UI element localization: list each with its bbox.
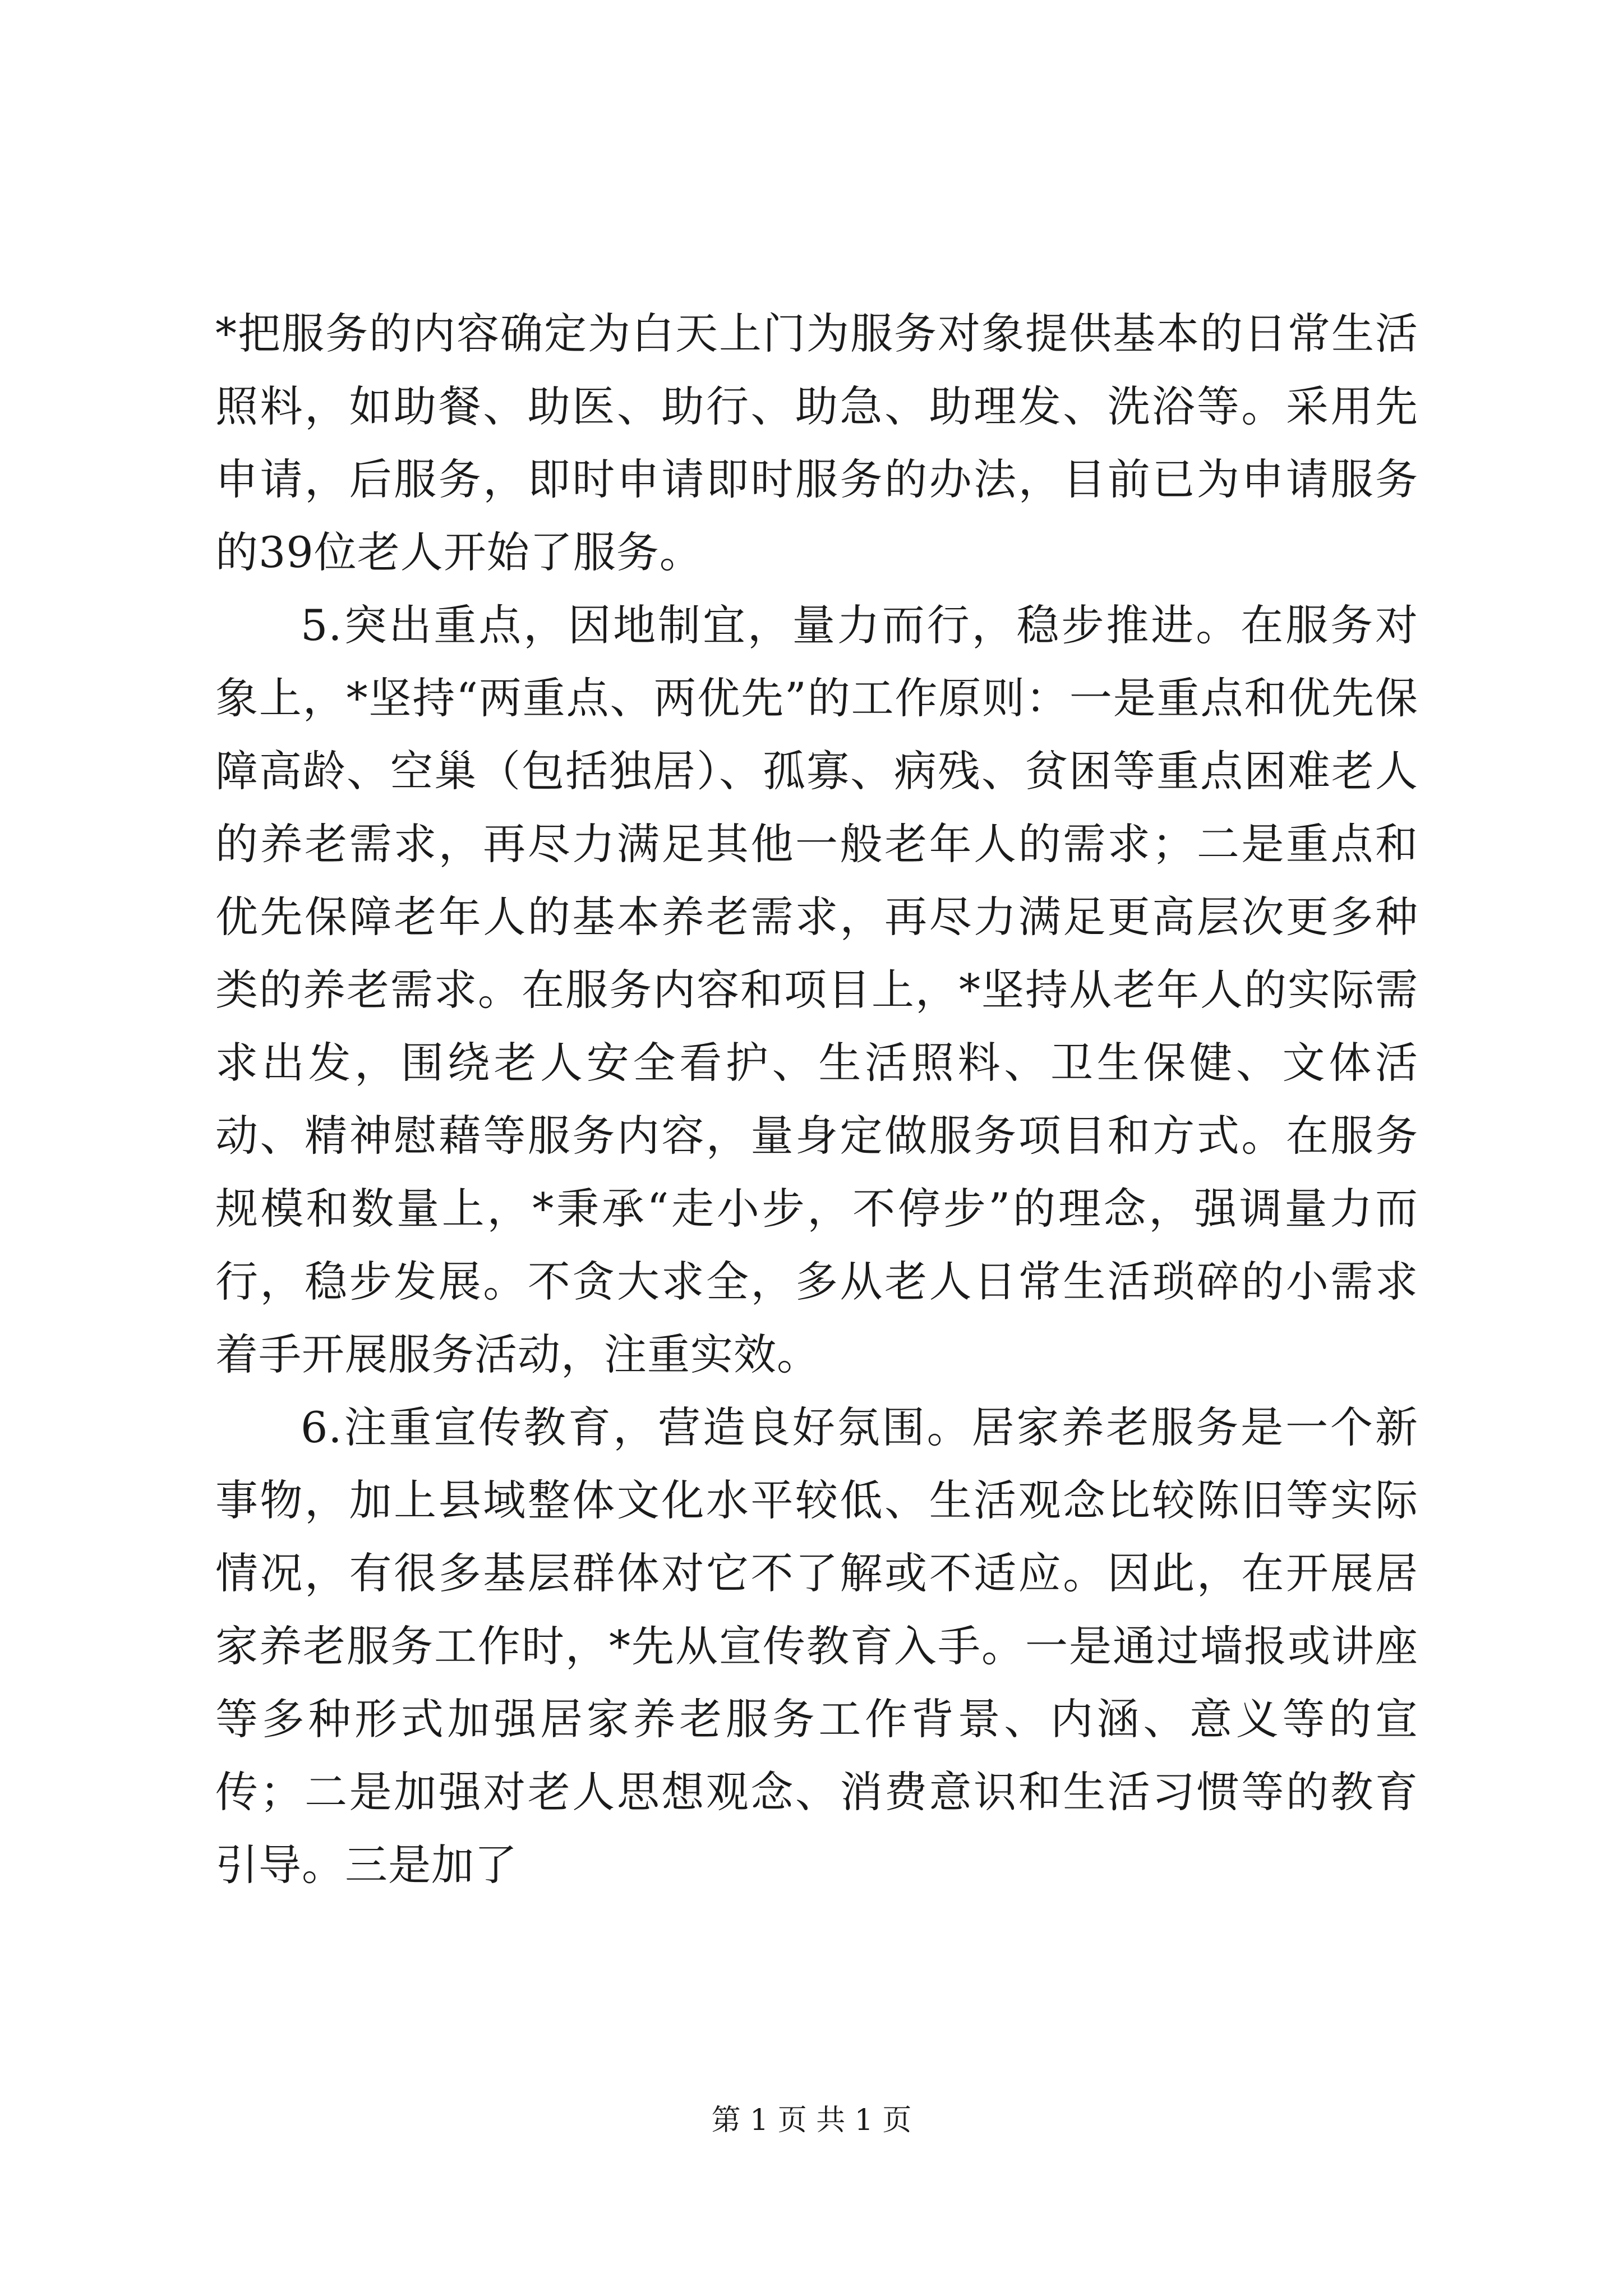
- page-footer: 第 1 页 共 1 页: [711, 2104, 912, 2137]
- paragraph-section-5: 5.突出重点，因地制宜，量力而行，稳步推进。在服务对象上，*坚持“两重点、两优先”的工作原则：一是重点和优先保障高龄、空巢（包括独居）、孤寡、病残、贫困等重点困难老人的养老需求，再尽力满足其他一般老年人的需求；二是重点和优先保障老年人的基本养老需求，再尽力满足更高层次更多种类的养老需求。在服务内容和项目上，*坚持从老年人的实际需求出发，围绕老人安全看护、生活照料、卫生保健、文体活动、精神慰藉等服务内容，量身定做服务项目和方式。在服务规模和数量上，*秉承“走小步，不停步”的理念，强调量力而行，稳步发展。不贪大求全，多从老人日常生活琐碎的小需求着手开展服务活动，注重实效。: [215, 600, 1418, 1379]
- document-body: [215, 297, 1418, 1902]
- paragraph-section-6: 6.注重宣传教育，营造良好氛围。居家养老服务是一个新事物，加上县域整体文化水平较低、生活观念比较陈旧等实际情况，有很多基层群体对它不了解或不适应。因此，在开展居家养老服务工作时，*先从宣传教育入手。一是通过墙报或讲座等多种形式加强居家养老服务工作背景、内涵、意义等的宣传；二是加强对老人思想观念、消费意识和生活习惯等的教育引导。三是加了: [215, 1402, 1418, 1890]
- paragraph-service-content: *把服务的内容确定为白天上门为服务对象提供基本的日常生活照料，如助餐、助医、助行、助急、助理发、洗浴等。采用先申请，后服务，即时申请即时服务的办法，目前已为申请服务的39位老人开始了服务。: [215, 309, 1418, 577]
